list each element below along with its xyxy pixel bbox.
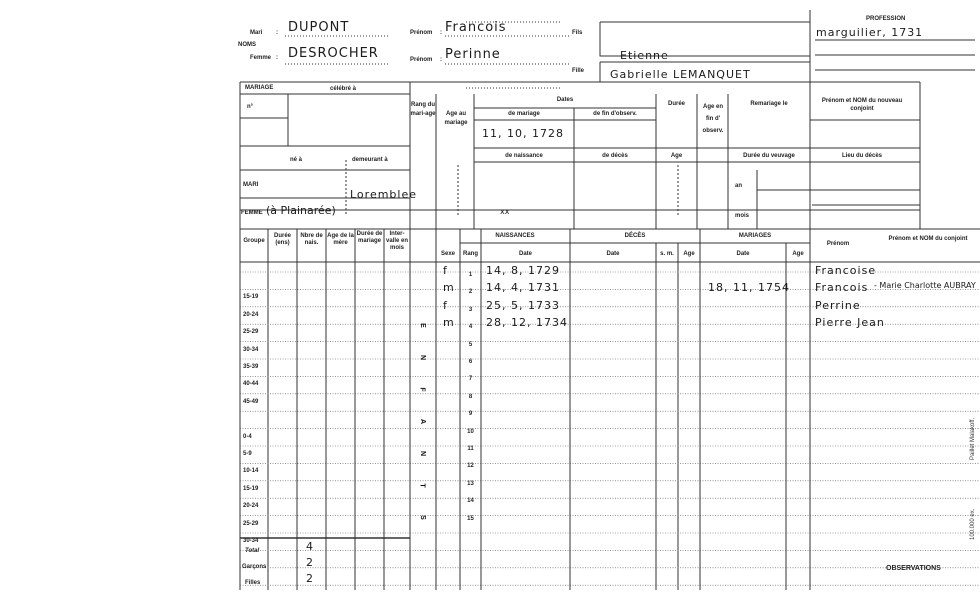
groupe-cell: 15-19 [243,485,259,492]
col-rang: Rang [463,251,478,257]
demeurant-value[interactable]: Loremblee [350,188,418,201]
groupe-cell: 45-49 [243,398,259,405]
femme-birth-value[interactable]: (à Plainarée) [266,204,336,217]
child-birth-date[interactable]: 14, 8, 1729 [486,264,560,277]
child-birth-date[interactable]: 28, 12, 1734 [486,316,568,330]
child-prenom[interactable]: Francois [815,281,869,295]
enfants-letter: A [419,418,427,425]
noms-label: NOMS [238,42,256,48]
colon-2: : [276,55,278,61]
filles-label: Filles [245,580,261,586]
fille-line2-value[interactable]: Gabrielle LEMANQUET [610,68,751,81]
mariage-date-value[interactable]: 11, 10, 1728 [482,127,564,140]
deces-date-header: Date [606,251,620,257]
nouveau-conjoint-label: Prénom et NOM du nouveau conjoint [821,98,903,112]
duree-veuvage-label: Durée du veuvage [743,153,795,159]
numero-label: n° [247,104,254,110]
col-sexe: Sexe [440,251,455,257]
col-duree-ens: Durée (ens) [273,233,291,246]
celebre-label: célébré à [330,86,357,92]
enfants-letter: F [418,387,426,392]
col-intervalle: Inter-valle en mois [385,231,408,251]
fille-label: Fille [572,68,585,74]
groupe-cell: 5-9 [243,451,252,457]
rang-cell: 11 [467,446,474,452]
rang-cell: 15 [467,515,474,522]
age-label: Age [670,153,683,159]
total-value[interactable]: 4 [306,540,314,553]
naissances-header: NAISSANCES [495,233,535,239]
colon-1: : [276,30,278,36]
fils-label: Fils [572,30,583,36]
mari-row-label: MARI [243,182,259,188]
groupe-cell: 30-34 [243,346,259,353]
enfants-letter: N [419,450,427,457]
groupe-cell: 20-24 [243,311,259,318]
femme-prenom-value[interactable]: Perinne [445,47,501,62]
remariage-label: Remariage le [750,101,788,107]
mariage-date-header: Date [736,251,750,257]
colon-4: : [440,57,442,63]
femme-name-value[interactable]: DESROCHER [288,46,379,61]
groupe-cell: 40-44 [243,381,259,388]
groupe-cell: 20-24 [243,503,259,510]
groupe-cell: 10-14 [243,468,259,475]
child-sexe[interactable]: f [443,264,448,277]
conjoint-header: Prénom et NOM du conjoint [888,236,968,242]
child-sexe[interactable]: m [443,316,455,330]
de-deces-label: de décès [602,153,628,159]
col-duree-mariage: Durée de mariage [356,231,383,244]
deces-sm-header: s. m. [660,251,674,257]
demeurant-label: demeurant à [352,157,388,163]
total-label: Total [245,548,260,554]
enfants-letter: N [419,354,427,361]
mois-label: mois [735,213,750,219]
child-mariage-date[interactable]: 18, 11, 1754 [708,281,790,295]
child-prenom[interactable]: Francoise [815,264,877,277]
rang-cell: 14 [467,498,474,505]
femme-row-label: FEMME [241,210,263,216]
ne-a-label: né à [290,157,303,163]
rang-mariage-label: Rang du mari-age [410,102,436,117]
duree-label: Durée [667,101,685,107]
age-mariage-label: Age au mariage [444,111,468,126]
mari-prenom-value[interactable]: Francois [445,20,507,35]
mari-prenom-label: Prénom [410,30,433,36]
mariage-title: MARIAGE [245,85,274,91]
an-label: an [735,183,743,189]
rang-cell: 13 [467,480,474,487]
rang-cell: 6 [468,359,473,365]
printer-credit: Paillet Malakoff. [970,417,976,460]
mari-label: Mari [250,30,263,36]
garcons-label: Garçons [242,564,267,570]
lieu-deces-label: Lieu du décès [841,153,882,159]
rang-cell: 3 [468,306,473,313]
child-prenom[interactable]: Perrine [815,298,861,312]
femme-prenom-label: Prénom [410,57,433,63]
fin-observ-label: de fin d'observ. [593,111,637,117]
naissance-mark[interactable]: xx [500,207,510,216]
groupe-cell: 15-19 [243,294,259,301]
groupe-cell: 30-34 [243,538,259,544]
groupe-cell: 25-29 [243,329,259,336]
de-mariage-label: de mariage [508,111,540,117]
rang-cell: 9 [468,411,473,418]
groupe-cell: 0-4 [243,433,252,440]
rang-cell: 5 [468,341,473,348]
rang-cell: 12 [467,463,474,470]
age-fin-observ-label: Age en fin d' observ. [702,104,724,134]
observations-label: OBSERVATIONS [886,565,941,572]
child-prenom[interactable]: Pierre Jean [815,316,885,330]
garcons-value[interactable]: 2 [306,556,314,569]
prenom-header: Prénom [826,241,850,247]
colon-3: : [440,30,442,36]
col-groupe: Groupe [243,238,265,244]
profession-value[interactable]: marguilier, 1731 [816,26,924,39]
child-sexe[interactable]: f [443,298,448,312]
deces-age-header: Age [683,251,695,257]
enfants-letter: E [418,323,426,328]
mari-name-value[interactable]: DUPONT [288,20,350,35]
enfants-letter: S [418,515,426,520]
child-birth-date[interactable]: 14, 4, 1731 [486,281,560,295]
de-naissance-label: de naissance [505,153,543,159]
rang-cell: 10 [467,428,474,435]
groupe-cell: 25-29 [243,520,259,527]
rang-cell: 2 [468,289,473,296]
edition-credit: 100.000 ex. [970,508,976,540]
dates-label: Dates [556,97,574,103]
col-age-mere: Age de la mère [327,233,354,246]
profession-label: PROFESSION [866,16,906,22]
child-conjoint[interactable]: - Marie Charlotte AUBRAY [874,281,976,291]
groupe-cell: 35-39 [243,364,259,370]
femme-label: Femme [250,55,272,61]
mariage-age-header: Age [792,251,804,257]
filles-value[interactable]: 2 [306,572,314,585]
fille-line1-value[interactable]: Etienne [620,49,669,62]
child-birth-date[interactable]: 25, 5, 1733 [486,298,560,312]
naissance-date-header: Date [518,251,532,257]
mariages-header: MARIAGES [738,233,772,239]
child-sexe[interactable]: m [443,281,455,295]
rang-cell: 7 [468,376,473,383]
deces-header: DÉCÈS [624,233,646,239]
enfants-letter: T [418,483,426,488]
rang-cell: 8 [468,393,473,400]
rang-cell: 4 [468,324,473,331]
col-nbre-nais: Nbre de nais. [300,233,323,246]
rang-cell: 1 [468,272,473,278]
